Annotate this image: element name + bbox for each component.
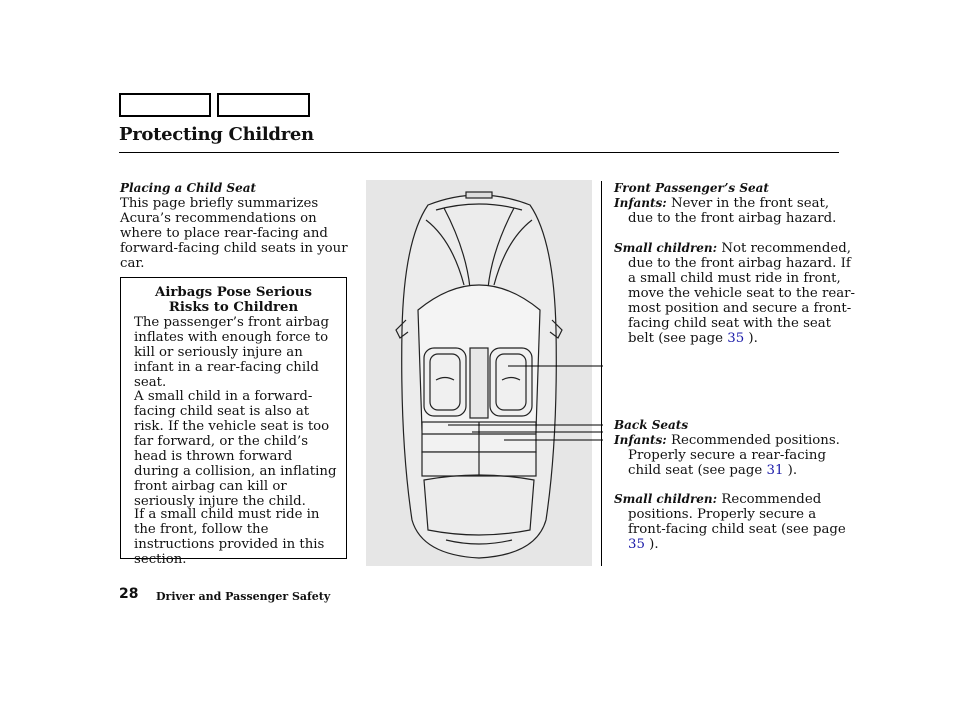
- warning-paragraph-1: The passenger’s front airbag inflates with enough force to kill or seriously injure an infant in a rear-facing child seat.: [134, 315, 329, 390]
- warning-paragraph-2: A small child in a forward-facing child seat is also at risk. If the vehicle seat is too far forward, or the child’s head is thrown forward during a collision, an inflating front airbag can kill or seriously injure the child.: [134, 389, 337, 509]
- front-infants-text: [614, 196, 856, 226]
- page-number: 28: [119, 586, 139, 602]
- front-infants-body: Never in the front seat, due to the front airbag hazard.: [628, 196, 837, 226]
- warning-title-line1: Airbags Pose Serious: [155, 285, 312, 300]
- front-seat-heading: Front Passenger’s Seat: [614, 181, 769, 195]
- page-link-35-front[interactable]: 35: [727, 331, 745, 346]
- back-infants-body: Recommended positions. Properly secure a rear-facing child seat (see page: [628, 433, 840, 478]
- front-small-body: Not recommended, due to the front airbag hazard. If a small child must ride in front, move the vehicle seat to the rear-most position and secure a front-facing child seat with the seat belt (see page: [628, 241, 855, 346]
- back-seats-heading: Back Seats: [614, 418, 689, 432]
- back-small-label: Small children:: [614, 492, 718, 506]
- page-title: Protecting Children: [119, 124, 314, 145]
- back-infants-close: ).: [787, 463, 798, 478]
- warning-title-line2: Risks to Children: [168, 300, 299, 315]
- front-small-label: Small children:: [614, 241, 718, 255]
- back-infants-label: Infants:: [614, 433, 667, 447]
- section-name: Driver and Passenger Safety: [156, 590, 331, 603]
- placing-intro: This page briefly summarizes Acura’s recommendations on where to place rear-facing and forward-facing child seats in your car.: [120, 196, 348, 271]
- back-small-close: ).: [649, 537, 659, 552]
- front-small-close: ).: [748, 331, 758, 346]
- back-infants-text: [614, 433, 856, 478]
- page-link-31[interactable]: 31: [766, 463, 784, 478]
- front-infants-label: Infants:: [614, 196, 667, 210]
- column-divider: [601, 181, 602, 566]
- warning-paragraph-3: If a small child must ride in the front, follow the instructions provided in this section.: [134, 507, 325, 567]
- back-small-body: Recommended positions. Properly secure a front-facing child seat (see page: [628, 492, 846, 537]
- front-small-children-text: [614, 241, 856, 346]
- page-link-35-back[interactable]: 35: [628, 537, 645, 552]
- placing-heading: Placing a Child Seat: [120, 181, 257, 195]
- back-small-children-text: [614, 492, 856, 552]
